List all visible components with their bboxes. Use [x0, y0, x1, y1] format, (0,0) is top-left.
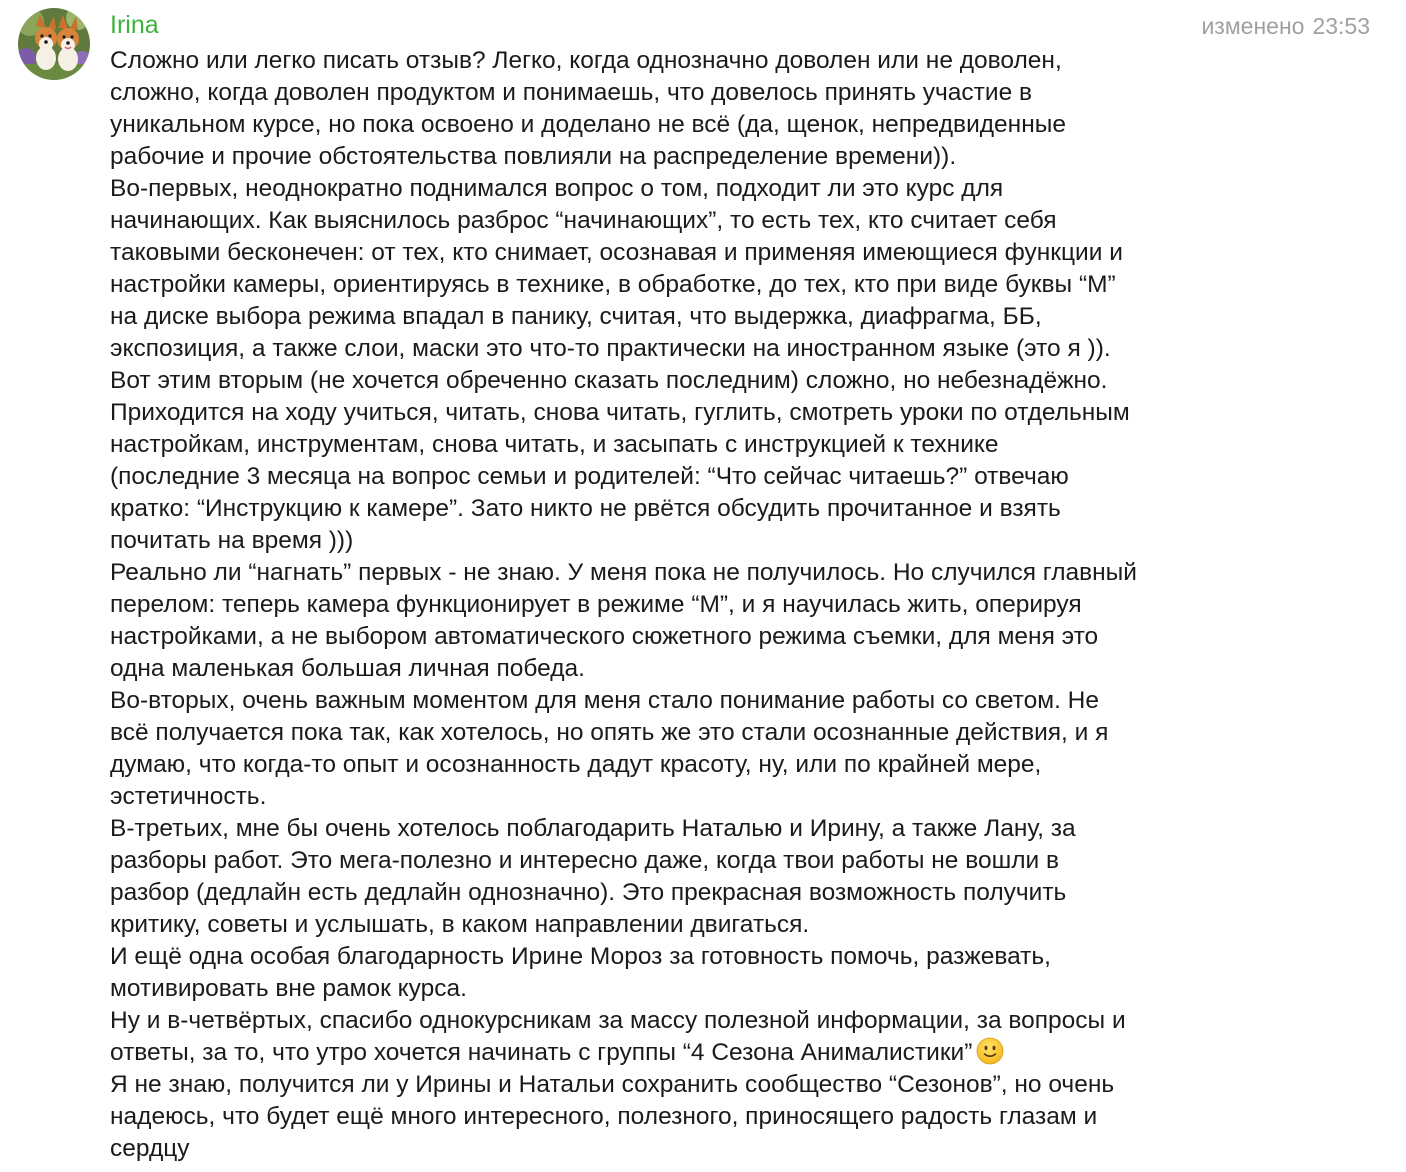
- message-line: разборы работ. Это мега-полезно и интересно даже, когда твои работы не вошли в: [110, 847, 1060, 874]
- message-line: кратко: “Инструкцию к камере”. Зато никто не рвётся обсудить прочитанное и взять: [110, 495, 1061, 522]
- message-line: уникальном курсе, но пока освоено и доделано не всё (да, щенок, непредвиденные: [110, 111, 1066, 138]
- message-time: 23:53: [1312, 13, 1370, 39]
- message-line: почитать на время ))): [110, 527, 354, 554]
- message-line: думаю, что когда-то опыт и осознанность дадут красоту, ну, или по крайней мере,: [110, 751, 1042, 778]
- message-header: [110, 8, 1372, 42]
- message-line: сердцу: [110, 1135, 190, 1162]
- message-line: таковыми бесконечен: от тех, кто снимает, осознавая и применяя имеющиеся функции и: [110, 239, 1123, 266]
- message-line: настройкам, инструментам, снова читать, и засыпать с инструкцией к технике: [110, 431, 999, 458]
- message-line: начинающих. Как выяснилось разброс “начинающих”, то есть тех, кто считает себя: [110, 207, 1057, 234]
- slightly-smiling-face-emoji-icon: [976, 1037, 1004, 1065]
- message-line: критику, советы и услышать, в каком направлении двигаться.: [110, 911, 810, 938]
- message-line: сложно, когда доволен продуктом и понимаешь, что довелось принять участие в: [110, 79, 1033, 106]
- message-line: настройки камеры, ориентируясь в технике, в обработке, до тех, кто при виде буквы “М”: [110, 271, 1116, 298]
- message-line: И ещё одна особая благодарность Ирине Мороз за готовность помочь, разжевать,: [110, 943, 1051, 970]
- message-line: рабочие и прочие обстоятельства повлияли на распределение времени)).: [110, 143, 957, 170]
- message-line: перелом: теперь камера функционирует в режиме “М”, и я научилась жить, оперируя: [110, 591, 1082, 618]
- message-line: Реально ли “нагнать” первых - не знаю. У меня пока не получилось. Но случился главный: [110, 559, 1137, 586]
- avatar[interactable]: [18, 8, 90, 80]
- message-line: Приходится на ходу учиться, читать, снова читать, гуглить, смотреть уроки по отдельным: [110, 399, 1130, 426]
- message-line: Во-первых, неоднократно поднимался вопрос о том, подходит ли это курс для: [110, 175, 1004, 202]
- message-line: В-третьих, мне бы очень хотелось поблагодарить Наталью и Ирину, а также Лану, за: [110, 815, 1076, 842]
- message-line: (последние 3 месяца на вопрос семьи и родителей: “Что сейчас читаешь?” отвечаю: [110, 463, 1069, 490]
- message-line: настройками, а не выбором автоматического сюжетного режима съемки, для меня это: [110, 623, 1099, 650]
- message-text: [110, 45, 1290, 1165]
- author-name[interactable]: Irina: [110, 11, 159, 39]
- message-line: эстетичность.: [110, 783, 267, 810]
- corgi-photo-avatar-icon: [18, 8, 90, 80]
- message-line: надеюсь, что будет ещё много интересного, полезного, приносящего радость глазам и: [110, 1103, 1098, 1130]
- message-line: Сложно или легко писать отзыв? Легко, когда однозначно доволен или не доволен,: [110, 47, 1062, 74]
- edited-label: изменено: [1201, 13, 1305, 39]
- message-line-text: ответы, за то, что утро хочется начинать с группы “4 Сезона Анималистики”: [110, 1039, 973, 1066]
- message-meta: [1201, 11, 1370, 41]
- message-line: одна маленькая большая личная победа.: [110, 655, 585, 682]
- message-line: экспозиция, а также слои, маски это что-то практически на иностранном языке (это я )).: [110, 335, 1111, 362]
- message-line: мотивировать вне рамок курса.: [110, 975, 467, 1002]
- message-line: всё получается пока так, как хотелось, но опять же это стали осознанные действия, и я: [110, 719, 1109, 746]
- message-line: Ну и в-четвёртых, спасибо однокурсникам за массу полезной информации, за вопросы и: [110, 1007, 1126, 1034]
- message-line: Во-вторых, очень важным моментом для меня стало понимание работы со светом. Не: [110, 687, 1099, 714]
- message-line-with-emoji: [110, 1037, 1290, 1069]
- message-line: Я не знаю, получится ли у Ирины и Натальи сохранить сообщество “Сезонов”, но очень: [110, 1071, 1115, 1098]
- message-line: разбор (дедлайн есть дедлайн однозначно). Это прекрасная возможность получить: [110, 879, 1067, 906]
- message-line: Вот этим вторым (не хочется обреченно сказать последним) сложно, но небезнадёжно.: [110, 367, 1108, 394]
- message-line: на диске выбора режима впадал в панику, считая, что выдержка, диафрагма, ББ,: [110, 303, 1042, 330]
